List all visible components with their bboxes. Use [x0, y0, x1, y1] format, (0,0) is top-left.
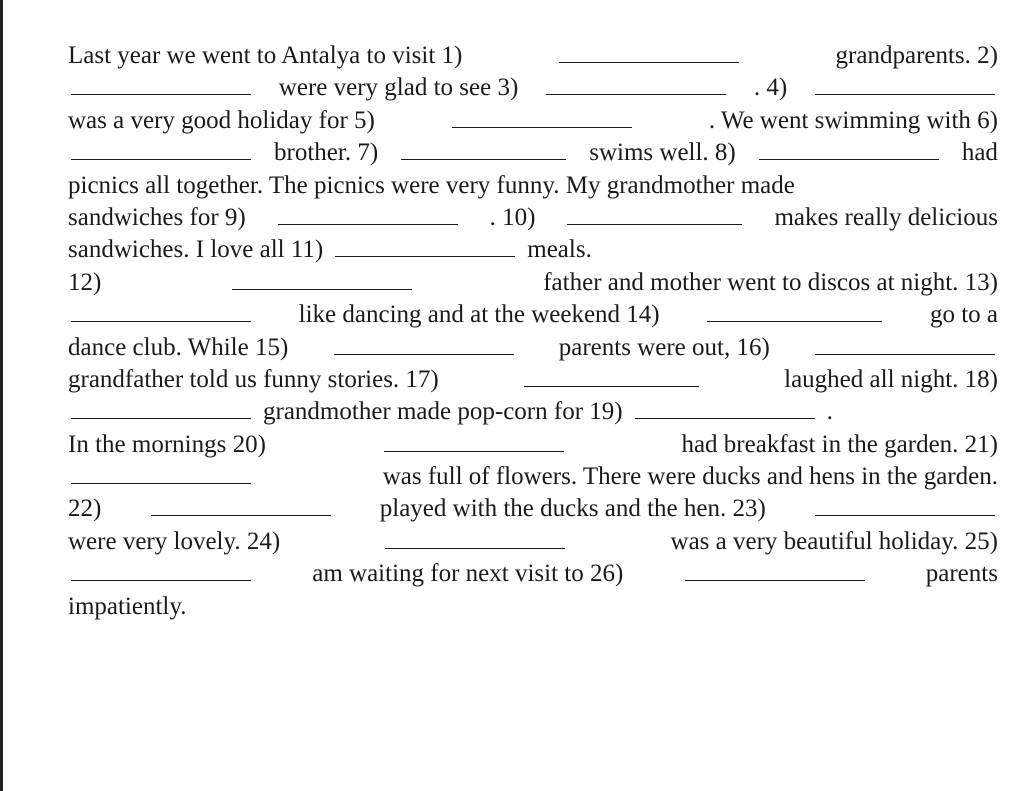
- line-text: picnics all together. The picnics were very funny. My grandmother made: [68, 171, 795, 199]
- exercise-line: [68, 137, 998, 169]
- answer-blank[interactable]: [759, 158, 939, 160]
- exercise-line: [68, 429, 998, 461]
- line-text: go to a: [929, 301, 998, 329]
- answer-blank[interactable]: [546, 93, 726, 95]
- answer-blank[interactable]: [334, 353, 514, 355]
- line-text: father and mother went to discos at night. 13): [543, 268, 998, 296]
- line-text: . We went swimming with 6): [708, 106, 998, 134]
- exercise-line: [68, 332, 998, 364]
- line-text: makes really delicious: [774, 203, 998, 231]
- exercise-line: [68, 396, 998, 428]
- line-text: . 10): [489, 203, 536, 231]
- answer-blank[interactable]: [232, 288, 412, 290]
- answer-blank[interactable]: [71, 417, 251, 419]
- answer-blank[interactable]: [524, 385, 699, 387]
- line-text: Last year we went to Antalya to visit 1): [68, 42, 463, 69]
- answer-blank[interactable]: [385, 547, 565, 549]
- line-text: grandmother made pop-corn for 19): [263, 398, 623, 426]
- line-text: was full of flowers. There were ducks and hens in the garden.: [382, 463, 998, 491]
- answer-blank[interactable]: [815, 353, 995, 355]
- answer-blank[interactable]: [151, 514, 331, 516]
- line-text: impatiently.: [68, 592, 187, 620]
- answer-blank[interactable]: [707, 320, 882, 322]
- exercise-line: [68, 364, 998, 396]
- line-text: brother. 7): [274, 139, 379, 167]
- answer-blank[interactable]: [384, 450, 564, 452]
- line-text: .: [826, 398, 833, 426]
- answer-blank[interactable]: [567, 223, 742, 225]
- answer-blank[interactable]: [335, 255, 515, 257]
- line-text: were very glad to see 3): [278, 74, 519, 102]
- exercise-line: [68, 267, 998, 299]
- exercise-line: [68, 170, 998, 202]
- line-text: was a very beautiful holiday. 25): [670, 527, 998, 555]
- line-text: 22): [68, 495, 102, 523]
- answer-blank[interactable]: [71, 158, 251, 160]
- line-text: laughed all night. 18): [784, 365, 998, 393]
- exercise-line: [68, 105, 998, 137]
- line-text: In the mornings 20): [68, 430, 266, 458]
- exercise-line: [68, 591, 998, 623]
- answer-blank[interactable]: [559, 61, 739, 63]
- answer-blank[interactable]: [71, 320, 251, 322]
- exercise-line: [68, 558, 998, 590]
- answer-blank[interactable]: [71, 579, 251, 581]
- page-border: [0, 0, 3, 791]
- line-text: dance club. While 15): [68, 333, 289, 361]
- answer-blank[interactable]: [71, 482, 251, 484]
- line-text: grandparents. 2): [835, 42, 998, 69]
- line-text: parents: [925, 560, 998, 588]
- exercise-line: [68, 202, 998, 234]
- line-text: was a very good holiday for 5): [68, 106, 375, 134]
- answer-blank[interactable]: [401, 158, 566, 160]
- exercise-line: [68, 493, 998, 525]
- line-text: . 4): [753, 74, 788, 102]
- exercise-line: [68, 72, 998, 104]
- line-text: swims well. 8): [589, 139, 736, 167]
- answer-blank[interactable]: [278, 223, 458, 225]
- answer-blank[interactable]: [71, 93, 251, 95]
- answer-blank[interactable]: [815, 93, 995, 95]
- fill-in-exercise: [68, 40, 998, 623]
- answer-blank[interactable]: [815, 514, 995, 516]
- exercise-line: [68, 461, 998, 493]
- line-text: am waiting for next visit to 26): [312, 560, 624, 588]
- line-text: meals.: [527, 236, 592, 264]
- line-text: had: [961, 139, 998, 167]
- exercise-line: [68, 526, 998, 558]
- line-text: grandfather told us funny stories. 17): [68, 365, 439, 393]
- answer-blank[interactable]: [635, 417, 815, 419]
- line-text: like dancing and at the weekend 14): [298, 301, 660, 329]
- line-text: sandwiches. I love all 11): [68, 236, 324, 264]
- line-text: 12): [68, 268, 102, 296]
- line-text: played with the ducks and the hen. 23): [379, 495, 766, 523]
- line-text: parents were out, 16): [558, 333, 770, 361]
- cropped-heading: [70, 0, 670, 8]
- exercise-line: [68, 40, 998, 72]
- line-text: were very lovely. 24): [68, 527, 281, 555]
- answer-blank[interactable]: [685, 579, 865, 581]
- line-text: sandwiches for 9): [68, 203, 246, 231]
- exercise-line: [68, 234, 998, 266]
- exercise-line: [68, 299, 998, 331]
- answer-blank[interactable]: [452, 126, 632, 128]
- line-text: had breakfast in the garden. 21): [681, 430, 998, 458]
